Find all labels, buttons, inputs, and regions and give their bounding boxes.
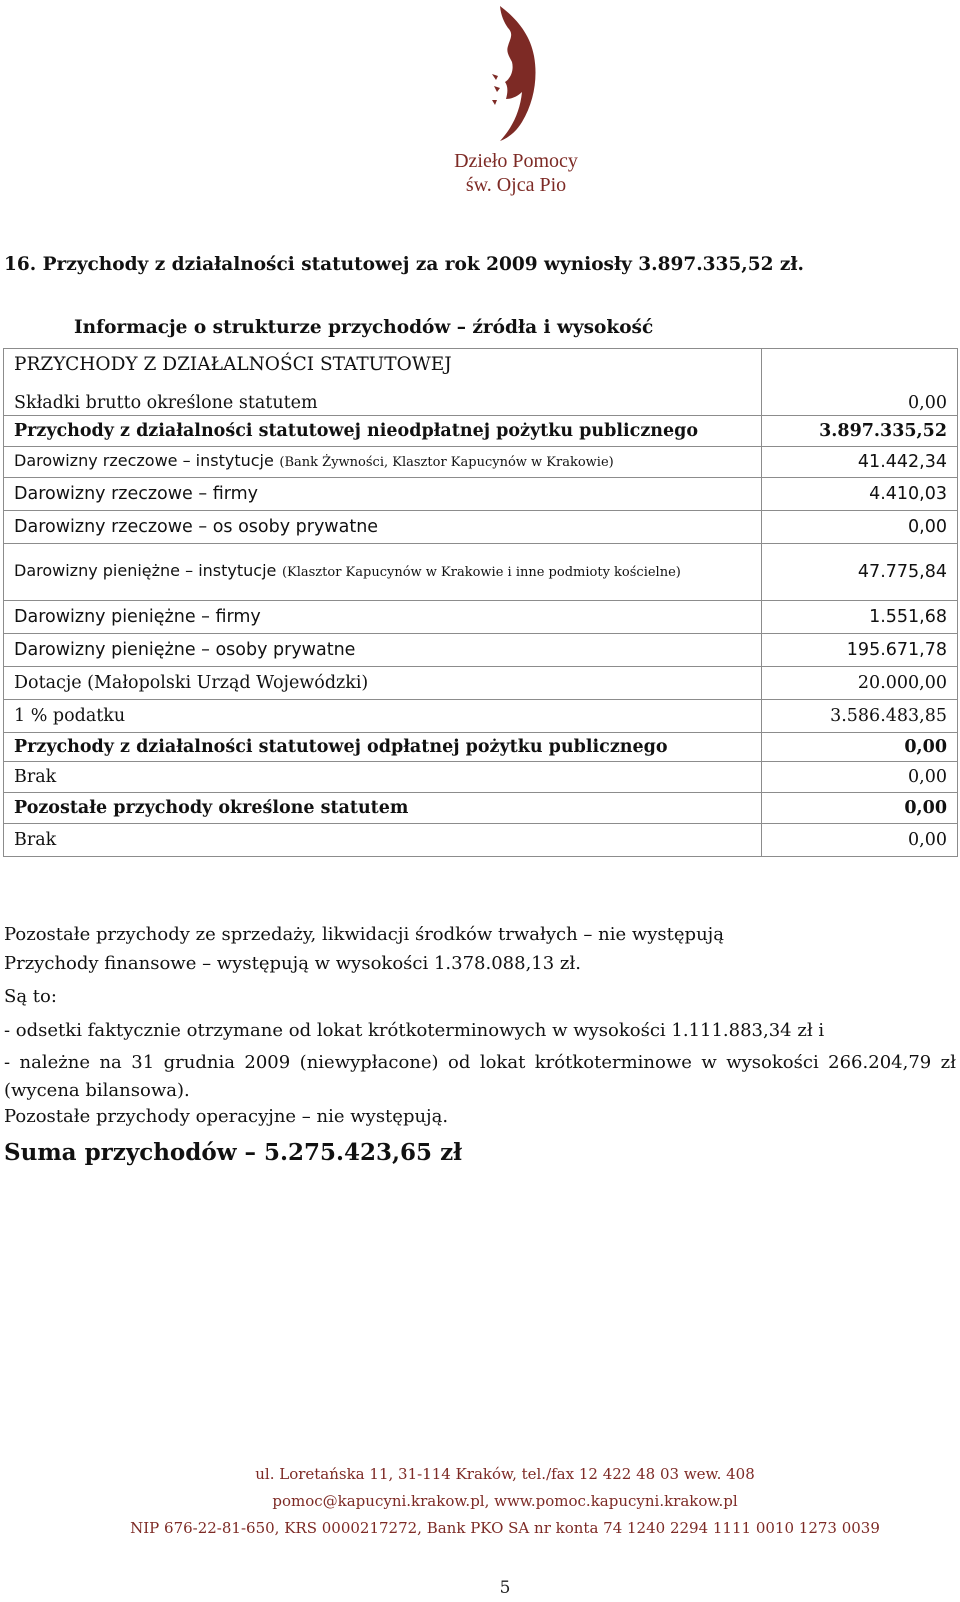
page-number: 5 bbox=[499, 1578, 511, 1598]
logo-text-line2: św. Ojca Pio bbox=[465, 174, 567, 196]
row-label: Darowizny pieniężne – osoby prywatne bbox=[4, 634, 762, 667]
table-row bbox=[4, 601, 958, 634]
row-label: Darowizny rzeczowe – os osoby prywatne bbox=[4, 511, 762, 544]
row-value: 195.671,78 bbox=[762, 634, 958, 667]
row-value: 47.775,84 bbox=[762, 544, 958, 601]
table-row bbox=[4, 824, 958, 857]
section-subheading: Informacje o strukturze przychodów – źródła i wysokość bbox=[74, 317, 654, 338]
paragraph-interest-due: - należne na 31 grudnia 2009 (niewypłacone) od lokat krótkoterminowe w wysokości 266.204,79 zł (wycena bilansowa). bbox=[4, 1052, 956, 1101]
table-row bbox=[4, 416, 958, 447]
row-value: 41.442,34 bbox=[762, 447, 958, 478]
paragraph-financial-income: Przychody finansowe – występują w wysokości 1.378.088,13 zł. bbox=[4, 953, 581, 974]
row-value: 3.586.483,85 bbox=[762, 700, 958, 733]
row-value: 20.000,00 bbox=[762, 667, 958, 700]
footer-bank-details: NIP 676-22-81-650, KRS 0000217272, Bank PKO SA nr konta 74 1240 2294 1111 0010 1273 0039 bbox=[130, 1519, 880, 1537]
row-label: Dotacje (Małopolski Urząd Wojewódzki) bbox=[4, 667, 762, 700]
row-label: 1 % podatku bbox=[4, 700, 762, 733]
row-label: Brak bbox=[4, 824, 762, 857]
table-row bbox=[4, 385, 958, 416]
row-label: Darowizny pieniężne – firmy bbox=[4, 601, 762, 634]
row-label: Darowizny rzeczowe – instytucje (Bank Żywności, Klasztor Kapucynów w Krakowie) bbox=[4, 447, 762, 478]
table-row bbox=[4, 762, 958, 793]
footer-address: ul. Loretańska 11, 31-114 Kraków, tel./fax 12 422 48 03 wew. 408 bbox=[255, 1465, 755, 1483]
organization-logo bbox=[443, 4, 589, 198]
row-label: Darowizny rzeczowe – firmy bbox=[4, 478, 762, 511]
section-heading: 16. Przychody z działalności statutowej za rok 2009 wyniosły 3.897.335,52 zł. bbox=[4, 254, 804, 275]
row-value: 0,00 bbox=[762, 762, 958, 793]
row-label: Przychody z działalności statutowej odpłatnej pożytku publicznego bbox=[4, 733, 762, 762]
row-label: Składki brutto określone statutem bbox=[4, 385, 762, 416]
row-label: Przychody z działalności statutowej nieodpłatnej pożytku publicznego bbox=[4, 416, 762, 447]
row-value: 0,00 bbox=[762, 385, 958, 416]
table-row bbox=[4, 478, 958, 511]
padre-pio-silhouette-icon bbox=[492, 4, 542, 144]
row-value: 0,00 bbox=[762, 824, 958, 857]
row-value: 3.897.335,52 bbox=[762, 416, 958, 447]
paragraph-interest-received: - odsetki faktycznie otrzymane od lokat krótkoterminowych w wysokości 1.111.883,34 zł i bbox=[4, 1020, 825, 1041]
income-table bbox=[3, 348, 958, 857]
row-label: Pozostałe przychody określone statutem bbox=[4, 793, 762, 824]
row-value: 1.551,68 bbox=[762, 601, 958, 634]
row-value: 0,00 bbox=[762, 511, 958, 544]
row-value: 4.410,03 bbox=[762, 478, 958, 511]
row-label: Darowizny pieniężne – instytucje (Klasztor Kapucynów w Krakowie i inne podmioty kościelne) bbox=[4, 544, 762, 601]
table-row bbox=[4, 733, 958, 762]
row-value: 0,00 bbox=[762, 733, 958, 762]
table-row bbox=[4, 544, 958, 601]
row-label: Brak bbox=[4, 762, 762, 793]
footer-contact: pomoc@kapucyni.krakow.pl, www.pomoc.kapucyni.krakow.pl bbox=[272, 1492, 738, 1510]
logo-text-line1: Dzieło Pomocy bbox=[454, 150, 578, 172]
row-note: (Klasztor Kapucynów w Krakowie i inne podmioty kościelne) bbox=[281, 565, 681, 580]
table-row bbox=[4, 793, 958, 824]
table-row bbox=[4, 447, 958, 478]
income-summary: Suma przychodów – 5.275.423,65 zł bbox=[4, 1139, 462, 1166]
table-row bbox=[4, 634, 958, 667]
table-row bbox=[4, 511, 958, 544]
table-row bbox=[4, 700, 958, 733]
paragraph-these-are: Są to: bbox=[4, 986, 57, 1007]
table-title: PRZYCHODY Z DZIAŁALNOŚCI STATUTOWEJ bbox=[14, 354, 452, 375]
paragraph-other-sales: Pozostałe przychody ze sprzedaży, likwidacji środków trwałych – nie występują bbox=[4, 924, 724, 945]
row-value: 0,00 bbox=[762, 793, 958, 824]
paragraph-other-operating: Pozostałe przychody operacyjne – nie występują. bbox=[4, 1106, 449, 1127]
row-note: (Bank Żywności, Klasztor Kapucynów w Krakowie) bbox=[279, 455, 614, 470]
table-row bbox=[4, 667, 958, 700]
